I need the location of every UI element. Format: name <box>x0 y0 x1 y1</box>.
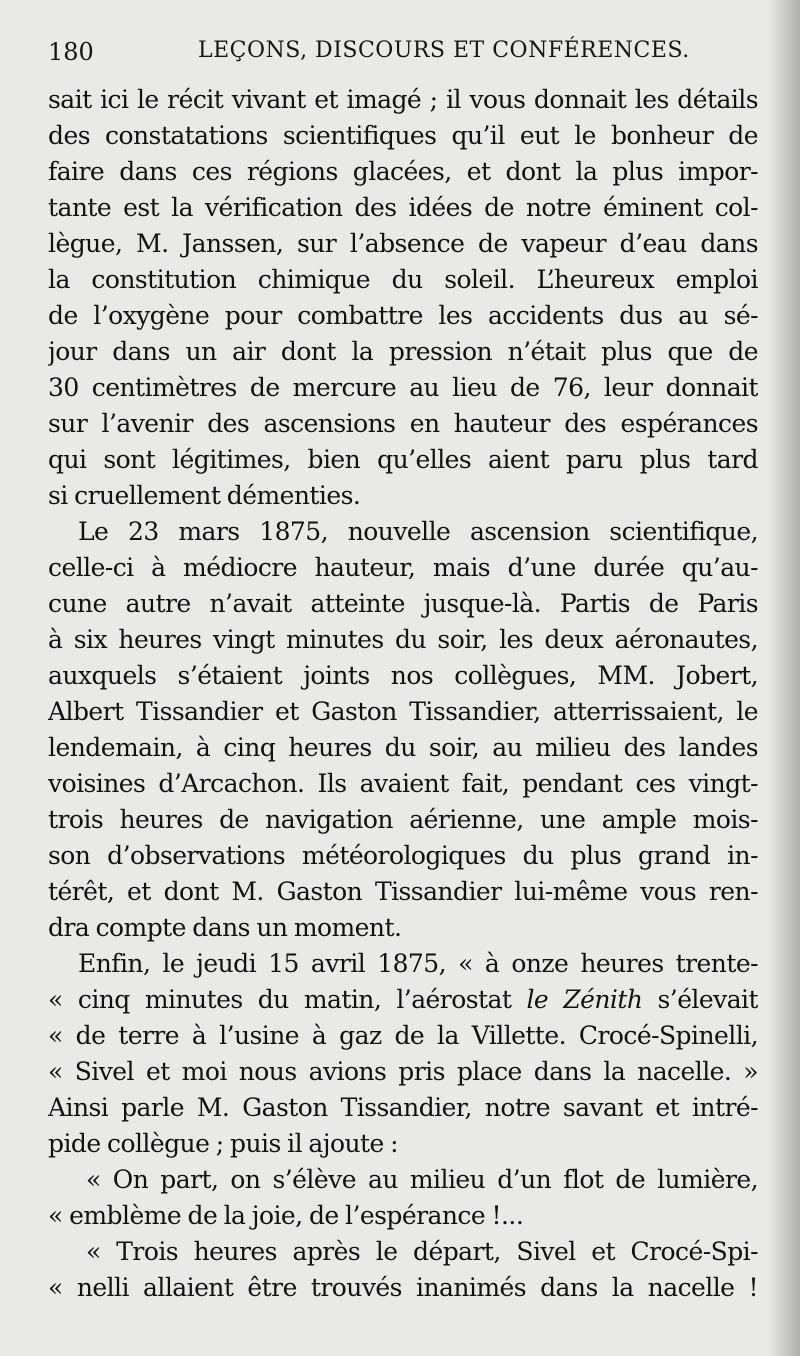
text-line: Albert Tissandier et Gaston Tissandier, atterrissaient, le <box>48 697 758 726</box>
page-header <box>48 30 758 74</box>
text-line: sur l’avenir des ascensions en hauteur des espérances <box>48 409 758 438</box>
text-line: lègue, M. Janssen, sur l’absence de vapeur d’eau dans <box>48 229 758 258</box>
text-line: cune autre n’avait atteinte jusque-là. Partis de Paris <box>48 589 758 618</box>
text-line: sait ici le récit vivant et imagé ; il vous donnait les détails <box>48 85 758 114</box>
text-line <box>48 982 758 1018</box>
text-line: « nelli allaient être trouvés inanimés dans la nacelle ! <box>48 1273 758 1302</box>
text-line: qui sont légitimes, bien qu’elles aient paru plus tard <box>48 445 758 474</box>
text-line: la constitution chimique du soleil. L’heureux emploi <box>48 265 758 294</box>
text-line: dra compte dans un moment. <box>48 913 402 942</box>
text-line: voisines d’Arcachon. Ils avaient fait, pendant ces vingt- <box>48 769 758 798</box>
text-line: son d’observations météorologiques du plus grand in- <box>48 841 758 870</box>
text-line: « On part, on s’élève au milieu d’un flot de lumière, <box>86 1165 758 1194</box>
text-line: Ainsi parle M. Gaston Tissandier, notre savant et intré- <box>48 1093 758 1122</box>
text-line: tante est la vérification des idées de notre éminent col- <box>48 193 758 222</box>
text-line: auxquels s’étaient joints nos collègues, MM. Jobert, <box>48 661 758 690</box>
text-line: faire dans ces régions glacées, et dont la plus impor- <box>48 157 758 186</box>
text-line: jour dans un air dont la pression n’était plus que de <box>48 337 758 366</box>
text-line: lendemain, à cinq heures du soir, au milieu des landes <box>48 733 758 762</box>
italic-title: le Zénith <box>526 985 643 1014</box>
text-line: des constatations scientifiques qu’il eut le bonheur de <box>48 121 758 150</box>
text-line: 30 centimètres de mercure au lieu de 76, leur donnait <box>48 373 758 402</box>
text-fragment: s’élevait <box>657 985 758 1014</box>
text-line: pide collègue ; puis il ajoute : <box>48 1129 399 1158</box>
running-head: LEÇONS, DISCOURS ET CONFÉRENCES. <box>198 38 690 63</box>
text-line: à six heures vingt minutes du soir, les deux aéronautes, <box>48 625 758 654</box>
text-line: « Sivel et moi nous avions pris place dans la nacelle. » <box>48 1057 758 1086</box>
body-text <box>48 82 758 1306</box>
text-line: Enfin, le jeudi 15 avril 1875, « à onze heures trente- <box>78 949 758 978</box>
text-line: « Trois heures après le départ, Sivel et Crocé-Spi- <box>86 1237 758 1266</box>
text-line: « de terre à l’usine à gaz de la Villette. Crocé-Spinelli, <box>48 1021 758 1050</box>
text-line: trois heures de navigation aérienne, une ample mois- <box>48 805 758 834</box>
text-line: si cruellement démenties. <box>48 481 361 510</box>
text-fragment: « cinq minutes du matin, l’aérostat <box>48 985 512 1014</box>
text-line: celle-ci à médiocre hauteur, mais d’une durée qu’au- <box>48 553 758 582</box>
text-line: « emblème de la joie, de l’espérance !... <box>48 1201 524 1230</box>
page-number: 180 <box>48 38 94 66</box>
text-line: Le 23 mars 1875, nouvelle ascension scientifique, <box>78 517 758 546</box>
text-line: térêt, et dont M. Gaston Tissandier lui-même vous ren- <box>48 877 758 906</box>
text-line: de l’oxygène pour combattre les accidents dus au sé- <box>48 301 758 330</box>
